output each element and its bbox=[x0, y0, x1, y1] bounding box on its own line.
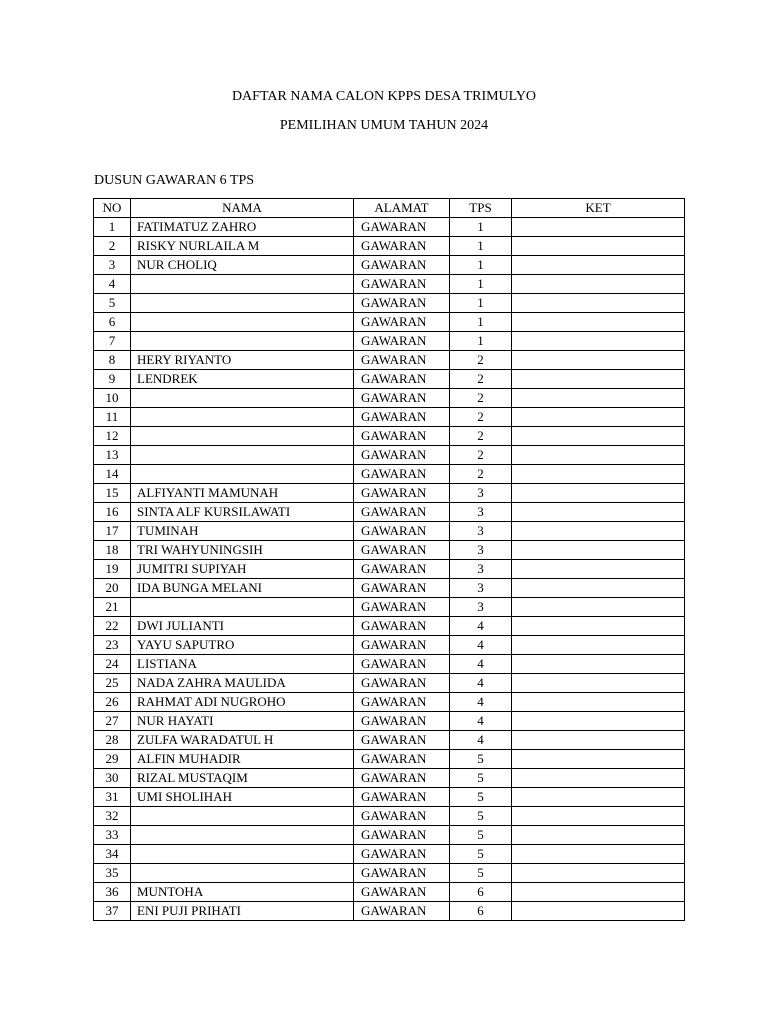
cell-alamat: GAWARAN bbox=[354, 256, 450, 275]
cell-no: 33 bbox=[94, 826, 131, 845]
cell-ket bbox=[512, 218, 685, 237]
cell-tps: 4 bbox=[450, 731, 512, 750]
header-nama: NAMA bbox=[131, 199, 354, 218]
cell-nama: JUMITRI SUPIYAH bbox=[131, 560, 354, 579]
cell-alamat: GAWARAN bbox=[354, 788, 450, 807]
cell-ket bbox=[512, 541, 685, 560]
cell-no: 12 bbox=[94, 427, 131, 446]
cell-no: 4 bbox=[94, 275, 131, 294]
cell-no: 1 bbox=[94, 218, 131, 237]
cell-alamat: GAWARAN bbox=[354, 883, 450, 902]
cell-ket bbox=[512, 256, 685, 275]
cell-alamat: GAWARAN bbox=[354, 294, 450, 313]
cell-ket bbox=[512, 731, 685, 750]
cell-nama bbox=[131, 465, 354, 484]
cell-nama bbox=[131, 446, 354, 465]
table-row bbox=[94, 503, 685, 522]
cell-tps: 1 bbox=[450, 237, 512, 256]
table-row bbox=[94, 826, 685, 845]
table-row bbox=[94, 522, 685, 541]
cell-ket bbox=[512, 522, 685, 541]
header-alamat: ALAMAT bbox=[354, 199, 450, 218]
table-row bbox=[94, 883, 685, 902]
cell-ket bbox=[512, 560, 685, 579]
cell-no: 37 bbox=[94, 902, 131, 921]
cell-alamat: GAWARAN bbox=[354, 237, 450, 256]
cell-nama bbox=[131, 389, 354, 408]
cell-tps: 4 bbox=[450, 636, 512, 655]
cell-nama: MUNTOHA bbox=[131, 883, 354, 902]
cell-tps: 4 bbox=[450, 693, 512, 712]
cell-ket bbox=[512, 237, 685, 256]
cell-tps: 5 bbox=[450, 845, 512, 864]
cell-nama: IDA BUNGA MELANI bbox=[131, 579, 354, 598]
cell-alamat: GAWARAN bbox=[354, 750, 450, 769]
cell-tps: 3 bbox=[450, 484, 512, 503]
document-subtitle: PEMILIHAN UMUM TAHUN 2024 bbox=[279, 118, 489, 133]
cell-tps: 1 bbox=[450, 275, 512, 294]
cell-ket bbox=[512, 826, 685, 845]
cell-tps: 1 bbox=[450, 332, 512, 351]
cell-alamat: GAWARAN bbox=[354, 636, 450, 655]
table-header-row bbox=[94, 199, 685, 218]
cell-no: 26 bbox=[94, 693, 131, 712]
cell-ket bbox=[512, 465, 685, 484]
cell-no: 9 bbox=[94, 370, 131, 389]
cell-alamat: GAWARAN bbox=[354, 674, 450, 693]
cell-ket bbox=[512, 674, 685, 693]
cell-ket bbox=[512, 883, 685, 902]
cell-ket bbox=[512, 294, 685, 313]
cell-no: 32 bbox=[94, 807, 131, 826]
cell-ket bbox=[512, 769, 685, 788]
cell-no: 15 bbox=[94, 484, 131, 503]
section-label: DUSUN GAWARAN 6 TPS bbox=[94, 173, 255, 188]
cell-tps: 2 bbox=[450, 427, 512, 446]
cell-tps: 2 bbox=[450, 351, 512, 370]
cell-alamat: GAWARAN bbox=[354, 332, 450, 351]
cell-no: 34 bbox=[94, 845, 131, 864]
cell-nama: LISTIANA bbox=[131, 655, 354, 674]
cell-alamat: GAWARAN bbox=[354, 351, 450, 370]
cell-ket bbox=[512, 617, 685, 636]
cell-tps: 2 bbox=[450, 465, 512, 484]
cell-alamat: GAWARAN bbox=[354, 807, 450, 826]
table-row bbox=[94, 218, 685, 237]
cell-tps: 3 bbox=[450, 560, 512, 579]
cell-nama: UMI SHOLIHAH bbox=[131, 788, 354, 807]
header-ket: KET bbox=[512, 199, 685, 218]
cell-alamat: GAWARAN bbox=[354, 845, 450, 864]
cell-alamat: GAWARAN bbox=[354, 408, 450, 427]
cell-nama: DWI JULIANTI bbox=[131, 617, 354, 636]
cell-ket bbox=[512, 503, 685, 522]
table-row bbox=[94, 636, 685, 655]
cell-alamat: GAWARAN bbox=[354, 826, 450, 845]
cell-no: 23 bbox=[94, 636, 131, 655]
table-row bbox=[94, 731, 685, 750]
cell-nama: TRI WAHYUNINGSIH bbox=[131, 541, 354, 560]
cell-no: 36 bbox=[94, 883, 131, 902]
cell-ket bbox=[512, 693, 685, 712]
cell-no: 18 bbox=[94, 541, 131, 560]
table-row bbox=[94, 313, 685, 332]
cell-no: 2 bbox=[94, 237, 131, 256]
cell-tps: 5 bbox=[450, 788, 512, 807]
cell-ket bbox=[512, 484, 685, 503]
cell-nama: NUR HAYATI bbox=[131, 712, 354, 731]
cell-nama bbox=[131, 598, 354, 617]
cell-ket bbox=[512, 807, 685, 826]
cell-nama bbox=[131, 332, 354, 351]
cell-tps: 1 bbox=[450, 256, 512, 275]
document-title: DAFTAR NAMA CALON KPPS DESA TRIMULYO bbox=[231, 89, 537, 104]
table-row bbox=[94, 427, 685, 446]
table-row bbox=[94, 560, 685, 579]
header-tps: TPS bbox=[450, 199, 512, 218]
cell-no: 24 bbox=[94, 655, 131, 674]
cell-tps: 2 bbox=[450, 370, 512, 389]
table-row bbox=[94, 674, 685, 693]
cell-alamat: GAWARAN bbox=[354, 427, 450, 446]
cell-ket bbox=[512, 598, 685, 617]
cell-nama bbox=[131, 408, 354, 427]
cell-nama: ZULFA WARADATUL H bbox=[131, 731, 354, 750]
cell-ket bbox=[512, 579, 685, 598]
cell-tps: 3 bbox=[450, 579, 512, 598]
cell-alamat: GAWARAN bbox=[354, 579, 450, 598]
cell-alamat: GAWARAN bbox=[354, 598, 450, 617]
cell-nama bbox=[131, 313, 354, 332]
cell-alamat: GAWARAN bbox=[354, 864, 450, 883]
table-row bbox=[94, 769, 685, 788]
table-row bbox=[94, 237, 685, 256]
cell-no: 8 bbox=[94, 351, 131, 370]
cell-ket bbox=[512, 389, 685, 408]
cell-tps: 5 bbox=[450, 769, 512, 788]
table-row bbox=[94, 408, 685, 427]
cell-alamat: GAWARAN bbox=[354, 712, 450, 731]
cell-nama: NUR CHOLIQ bbox=[131, 256, 354, 275]
cell-ket bbox=[512, 902, 685, 921]
cell-tps: 1 bbox=[450, 313, 512, 332]
table-row bbox=[94, 693, 685, 712]
cell-alamat: GAWARAN bbox=[354, 522, 450, 541]
cell-alamat: GAWARAN bbox=[354, 560, 450, 579]
cell-alamat: GAWARAN bbox=[354, 275, 450, 294]
cell-tps: 3 bbox=[450, 503, 512, 522]
cell-nama bbox=[131, 864, 354, 883]
cell-tps: 6 bbox=[450, 883, 512, 902]
cell-nama: SINTA ALF KURSILAWATI bbox=[131, 503, 354, 522]
cell-ket bbox=[512, 712, 685, 731]
cell-no: 20 bbox=[94, 579, 131, 598]
cell-no: 17 bbox=[94, 522, 131, 541]
cell-nama: YAYU SAPUTRO bbox=[131, 636, 354, 655]
cell-no: 28 bbox=[94, 731, 131, 750]
cell-tps: 4 bbox=[450, 674, 512, 693]
table-row bbox=[94, 484, 685, 503]
cell-tps: 4 bbox=[450, 712, 512, 731]
cell-ket bbox=[512, 750, 685, 769]
table-row bbox=[94, 370, 685, 389]
cell-alamat: GAWARAN bbox=[354, 313, 450, 332]
cell-nama: RISKY NURLAILA M bbox=[131, 237, 354, 256]
cell-alamat: GAWARAN bbox=[354, 769, 450, 788]
table-row bbox=[94, 256, 685, 275]
cell-no: 27 bbox=[94, 712, 131, 731]
cell-tps: 6 bbox=[450, 902, 512, 921]
table-row bbox=[94, 541, 685, 560]
cell-nama: ALFIN MUHADIR bbox=[131, 750, 354, 769]
cell-tps: 5 bbox=[450, 826, 512, 845]
cell-tps: 3 bbox=[450, 598, 512, 617]
cell-no: 31 bbox=[94, 788, 131, 807]
cell-tps: 4 bbox=[450, 617, 512, 636]
cell-ket bbox=[512, 864, 685, 883]
header-no: NO bbox=[94, 199, 131, 218]
cell-nama bbox=[131, 845, 354, 864]
cell-nama: FATIMATUZ ZAHRO bbox=[131, 218, 354, 237]
table-row bbox=[94, 389, 685, 408]
cell-tps: 3 bbox=[450, 541, 512, 560]
cell-alamat: GAWARAN bbox=[354, 541, 450, 560]
cell-tps: 5 bbox=[450, 864, 512, 883]
cell-alamat: GAWARAN bbox=[354, 370, 450, 389]
cell-no: 16 bbox=[94, 503, 131, 522]
cell-no: 3 bbox=[94, 256, 131, 275]
table-row bbox=[94, 579, 685, 598]
cell-ket bbox=[512, 788, 685, 807]
cell-tps: 5 bbox=[450, 750, 512, 769]
cell-tps: 2 bbox=[450, 408, 512, 427]
cell-no: 21 bbox=[94, 598, 131, 617]
cell-alamat: GAWARAN bbox=[354, 617, 450, 636]
table-row bbox=[94, 902, 685, 921]
cell-alamat: GAWARAN bbox=[354, 693, 450, 712]
cell-alamat: GAWARAN bbox=[354, 389, 450, 408]
cell-ket bbox=[512, 636, 685, 655]
cell-no: 25 bbox=[94, 674, 131, 693]
cell-nama bbox=[131, 427, 354, 446]
cell-ket bbox=[512, 427, 685, 446]
cell-nama: LENDREK bbox=[131, 370, 354, 389]
cell-tps: 2 bbox=[450, 446, 512, 465]
cell-tps: 4 bbox=[450, 655, 512, 674]
cell-ket bbox=[512, 655, 685, 674]
cell-nama: RAHMAT ADI NUGROHO bbox=[131, 693, 354, 712]
table-row bbox=[94, 294, 685, 313]
cell-no: 14 bbox=[94, 465, 131, 484]
cell-no: 11 bbox=[94, 408, 131, 427]
table-row bbox=[94, 332, 685, 351]
cell-nama bbox=[131, 275, 354, 294]
cell-alamat: GAWARAN bbox=[354, 484, 450, 503]
cell-no: 7 bbox=[94, 332, 131, 351]
cell-tps: 1 bbox=[450, 218, 512, 237]
cell-tps: 2 bbox=[450, 389, 512, 408]
cell-no: 35 bbox=[94, 864, 131, 883]
cell-no: 30 bbox=[94, 769, 131, 788]
cell-ket bbox=[512, 370, 685, 389]
table-row bbox=[94, 712, 685, 731]
cell-nama: TUMINAH bbox=[131, 522, 354, 541]
cell-tps: 3 bbox=[450, 522, 512, 541]
cell-alamat: GAWARAN bbox=[354, 655, 450, 674]
table-row bbox=[94, 864, 685, 883]
cell-no: 13 bbox=[94, 446, 131, 465]
cell-ket bbox=[512, 351, 685, 370]
table-row bbox=[94, 446, 685, 465]
kpps-candidate-table bbox=[93, 198, 685, 921]
cell-no: 19 bbox=[94, 560, 131, 579]
cell-nama: ALFIYANTI MAMUNAH bbox=[131, 484, 354, 503]
table-row bbox=[94, 275, 685, 294]
table-row bbox=[94, 788, 685, 807]
cell-ket bbox=[512, 446, 685, 465]
cell-alamat: GAWARAN bbox=[354, 218, 450, 237]
table-row bbox=[94, 351, 685, 370]
cell-tps: 1 bbox=[450, 294, 512, 313]
table-row bbox=[94, 750, 685, 769]
table-row bbox=[94, 807, 685, 826]
cell-alamat: GAWARAN bbox=[354, 902, 450, 921]
cell-nama: RIZAL MUSTAQIM bbox=[131, 769, 354, 788]
cell-ket bbox=[512, 845, 685, 864]
cell-nama: HERY RIYANTO bbox=[131, 351, 354, 370]
table-row bbox=[94, 845, 685, 864]
cell-nama bbox=[131, 294, 354, 313]
cell-no: 29 bbox=[94, 750, 131, 769]
cell-nama: ENI PUJI PRIHATI bbox=[131, 902, 354, 921]
table-row bbox=[94, 465, 685, 484]
cell-alamat: GAWARAN bbox=[354, 446, 450, 465]
table-row bbox=[94, 617, 685, 636]
cell-no: 22 bbox=[94, 617, 131, 636]
cell-nama bbox=[131, 807, 354, 826]
cell-tps: 5 bbox=[450, 807, 512, 826]
cell-no: 5 bbox=[94, 294, 131, 313]
cell-alamat: GAWARAN bbox=[354, 465, 450, 484]
cell-nama: NADA ZAHRA MAULIDA bbox=[131, 674, 354, 693]
cell-no: 10 bbox=[94, 389, 131, 408]
cell-no: 6 bbox=[94, 313, 131, 332]
cell-alamat: GAWARAN bbox=[354, 503, 450, 522]
table-body bbox=[94, 218, 685, 921]
table-row bbox=[94, 655, 685, 674]
cell-ket bbox=[512, 408, 685, 427]
cell-ket bbox=[512, 313, 685, 332]
cell-ket bbox=[512, 275, 685, 294]
cell-alamat: GAWARAN bbox=[354, 731, 450, 750]
cell-nama bbox=[131, 826, 354, 845]
cell-ket bbox=[512, 332, 685, 351]
table-row bbox=[94, 598, 685, 617]
